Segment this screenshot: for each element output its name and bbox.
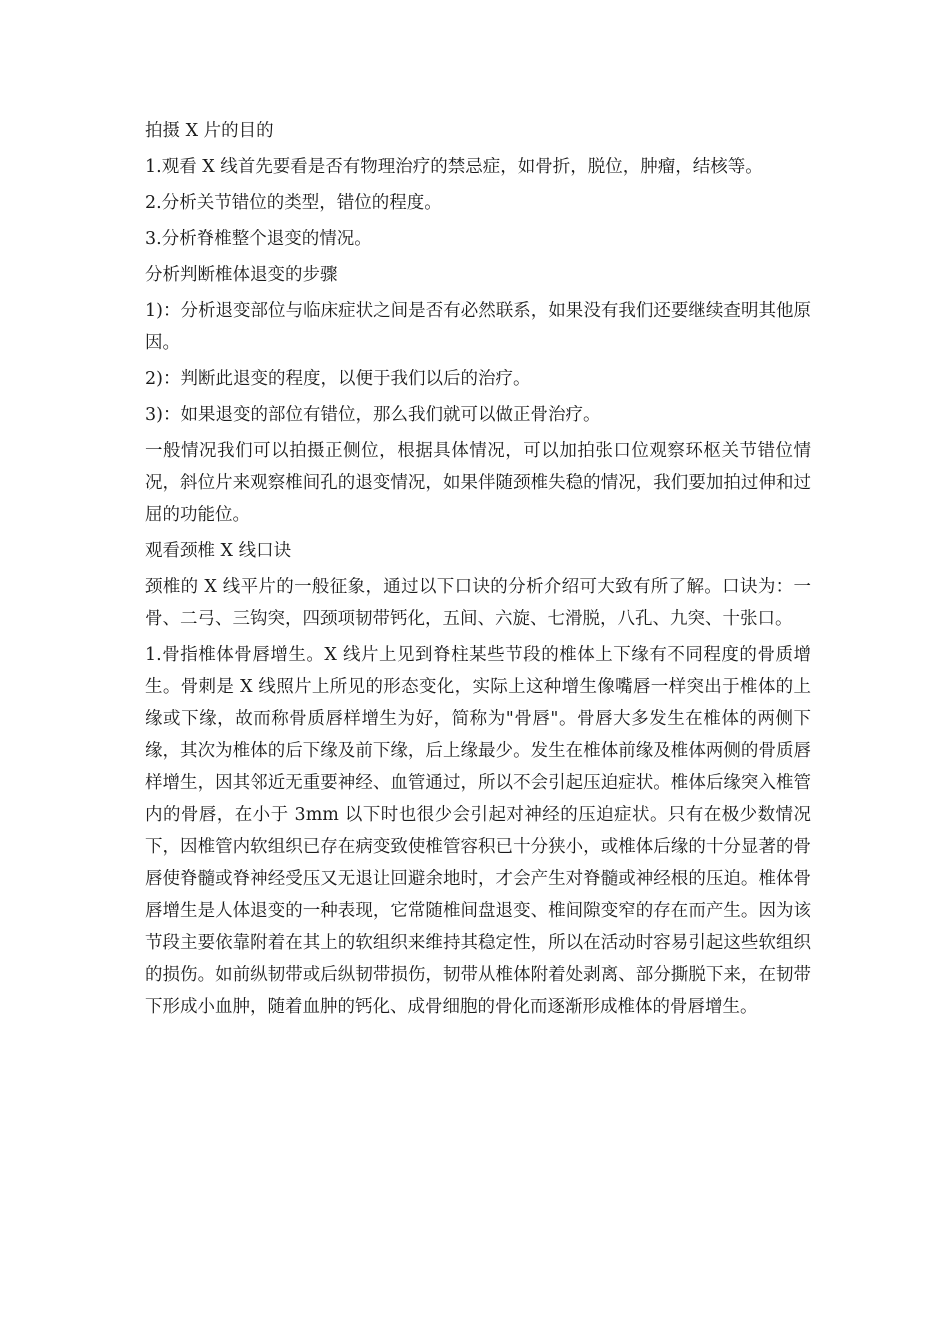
section-heading-xray-purpose: 拍摄 X 片的目的 [145, 121, 274, 141]
list-item: 2)：判断此退变的程度，以便于我们以后的治疗。 [145, 369, 531, 389]
body-paragraph: 颈椎的 X 线平片的一般征象，通过以下口诀的分析介绍可大致有所了解。口诀为：一骨、二弓、三钩突，四颈项韧带钙化，五间、六旋、七滑脱，八孔、九突、十张口。 [145, 577, 811, 629]
list-item: 3)：如果退变的部位有错位，那么我们就可以做正骨治疗。 [145, 405, 601, 425]
section-heading-cervical-mnemonic: 观看颈椎 X 线口诀 [145, 541, 292, 561]
body-paragraph: 1.骨指椎体骨唇增生。X 线片上见到脊柱某些节段的椎体上下缘有不同程度的骨质增生。骨刺是 X 线照片上所见的形态变化，实际上这种增生像嘴唇一样突出于椎体的上缘或下缘，故而称骨质唇样增生为好，简称为"骨唇"。骨唇大多发生在椎体的两侧下缘，其次为椎体的后下缘及前下缘，后上缘最少。发生在椎体前缘及椎体两侧的骨质唇样增生，因其邻近无重要神经、血管通过，所以不会引起压迫症状。椎体后缘突入椎管内的骨唇，在小于 3mm 以下时也很少会引起对神经的压迫症状。只有在极少数情况下，因椎管内软组织已存在病变致使椎管容积已十分狭小，或椎体后缘的十分显著的骨唇使脊髓或脊神经受压又无退让回避余地时，才会产生对脊髓或神经根的压迫。椎体骨唇增生是人体退变的一种表现，它常随椎间盘退变、椎间隙变窄的存在而产生。因为该节段主要依靠附着在其上的软组织来维持其稳定性，所以在活动时容易引起这些软组织的损伤。如前纵韧带或后纵韧带损伤，韧带从椎体附着处剥离、部分撕脱下来，在韧带下形成小血肿，随着血肿的钙化、成骨细胞的骨化而逐渐形成椎体的骨唇增生。 [145, 645, 811, 1017]
section-heading-degeneration-steps: 分析判断椎体退变的步骤 [145, 265, 338, 285]
body-paragraph: 一般情况我们可以拍摄正侧位，根据具体情况，可以加拍张口位观察环枢关节错位情况，斜位片来观察椎间孔的退变情况，如果伴随颈椎失稳的情况，我们要加拍过伸和过屈的功能位。 [145, 441, 811, 525]
list-item: 1)：分析退变部位与临床症状之间是否有必然联系，如果没有我们还要继续查明其他原因。 [145, 301, 811, 353]
list-item: 2.分析关节错位的类型，错位的程度。 [145, 193, 442, 213]
list-item: 1.观看 X 线首先要看是否有物理治疗的禁忌症，如骨折，脱位，肿瘤，结核等。 [145, 157, 763, 177]
list-item: 3.分析脊椎整个退变的情况。 [145, 229, 372, 249]
document-body [145, 115, 811, 1027]
